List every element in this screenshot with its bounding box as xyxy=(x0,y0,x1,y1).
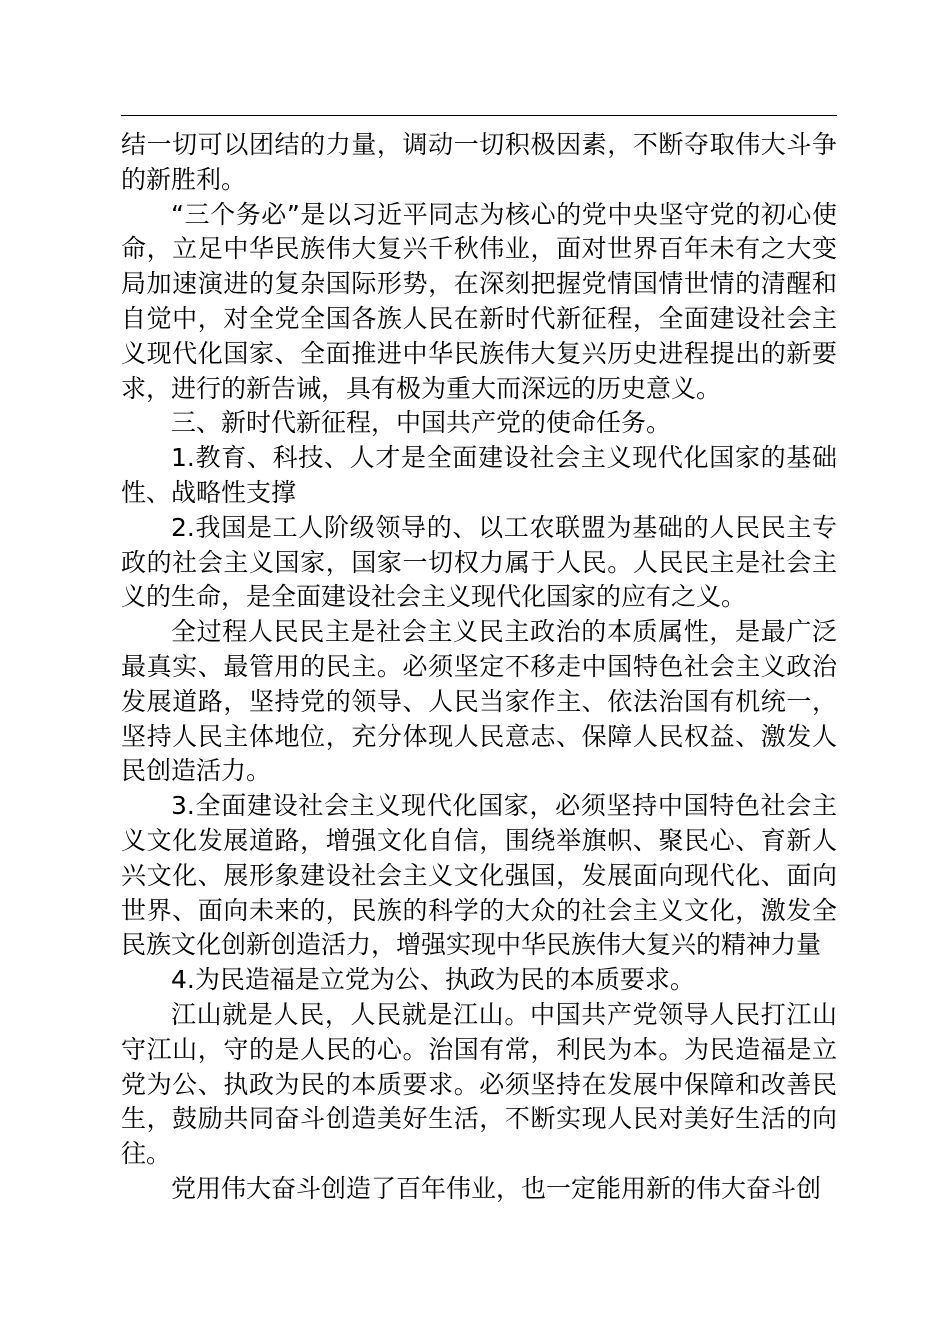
paragraph-10: 党用伟大奋斗创造了百年伟业，也一定能用新的伟大奋斗创 xyxy=(171,1173,822,1203)
header-rule xyxy=(121,115,837,116)
paragraph-item-4: 4.为民造福是立党为公、执政为民的本质要求。 xyxy=(171,965,695,995)
paragraph-item-2: 2.我国是工人阶级领导的、以工农联盟为基础的人民民主专政的社会主义国家，国家一切权力属于人民。人民民主是社会主义的生命，是全面建设社会主义现代化国家的应有之义。 xyxy=(121,512,837,612)
paragraph-item-3: 3.全面建设社会主义现代化国家，必须坚持中国特色社会主义文化发展道路，增强文化自信，围绕举旗帜、聚民心、育新人兴文化、展形象建设社会主义文化强国，发展面向现代化、面向世界、面向未来的，民族的科学的大众的社会主义文化，激发全民族文化创新创造活力，增强实现中华民族伟大复兴的精神力量 xyxy=(121,791,837,960)
paragraph-9: 江山就是人民，人民就是江山。中国共产党领导人民打江山守江山，守的是人民的心。治国有常，利民为本。为民造福是立党为公、执政为民的本质要求。必须坚持在发展中保障和改善民生，鼓励共同奋斗创造美好生活，不断实现人民对美好生活的向往。 xyxy=(121,999,837,1169)
paragraph-6: 全过程人民民主是社会主义民主政治的本质属性，是最广泛最真实、最管用的民主。必须坚定不移走中国特色社会主义政治发展道路，坚持党的领导、人民当家作主、依法治国有机统一，坚持人民主体地位，充分体现人民意志、保障人民权益、激发人民创造活力。 xyxy=(121,617,837,786)
paragraph-1: 结一切可以团结的力量，调动一切积极因素，不断夺取伟大斗争的新胜利。 xyxy=(121,130,837,194)
body-text xyxy=(121,128,837,1207)
paragraph-2: “三个务必”是以习近平同志为核心的党中央坚守党的初心使命，立足中华民族伟大复兴千秋伟业，面对世界百年未有之大变局加速演进的复杂国际形势，在深刻把握党情国情世情的清醒和自觉中，对全党全国各族人民在新时代新征程，全面建设社会主义现代化国家、全面推进中华民族伟大复兴历史进程提出的新要求，进行的新告诫，具有极为重大而深远的历史意义。 xyxy=(121,199,837,403)
paragraph-item-1: 1.教育、科技、人才是全面建设社会主义现代化国家的基础性、战略性支撑 xyxy=(121,443,837,507)
section-heading: 三、新时代新征程，中国共产党的使命任务。 xyxy=(171,408,672,438)
